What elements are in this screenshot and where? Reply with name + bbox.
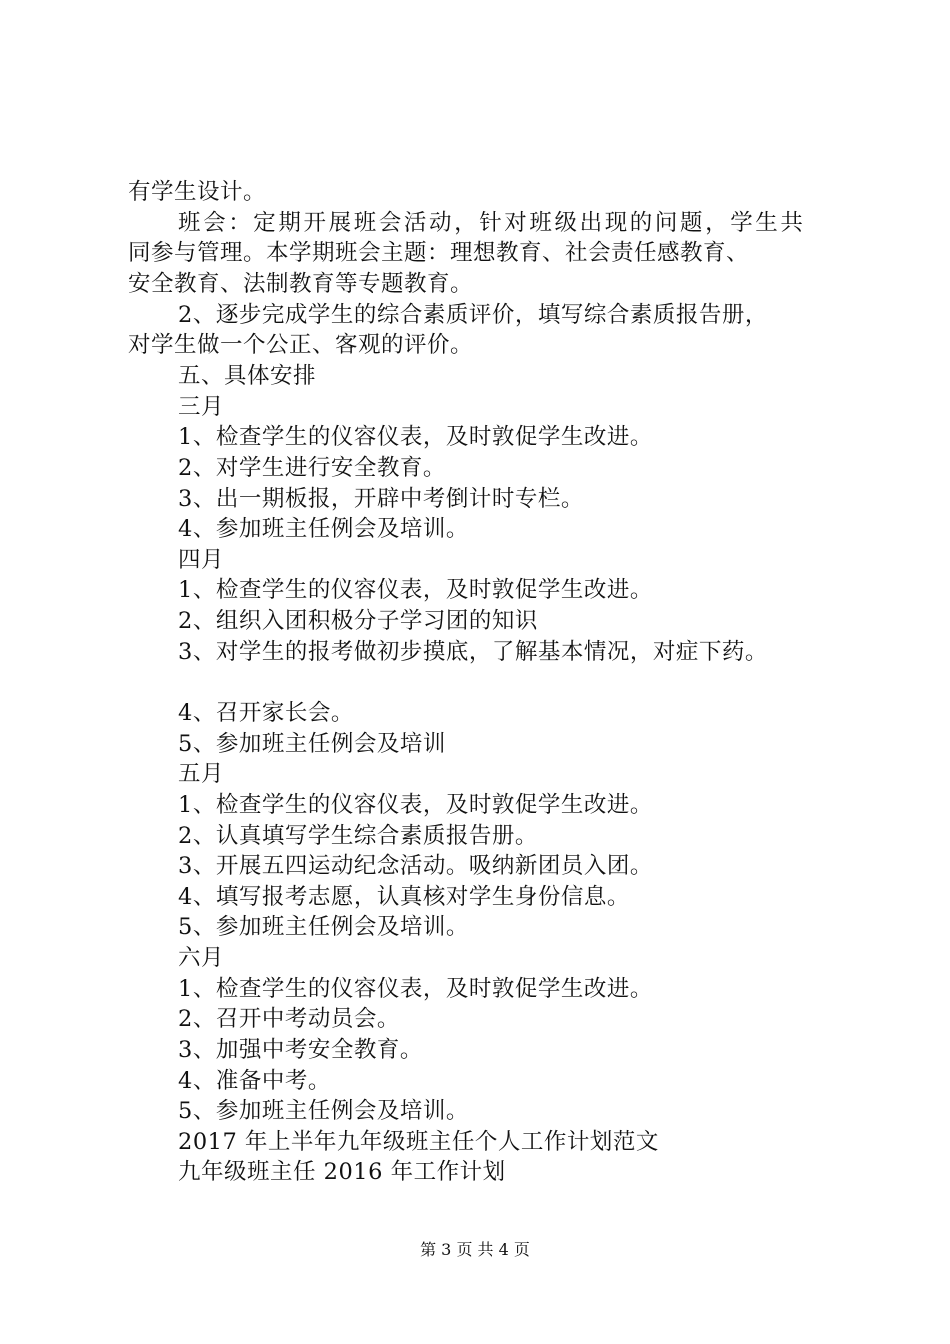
month-heading: 五月 <box>178 761 225 787</box>
list-item: 3、对学生的报考做初步摸底，了解基本情况，对症下药。 <box>178 639 768 665</box>
body-line: 安全教育、法制教育等专题教育。 <box>128 271 474 297</box>
list-item: 1、检查学生的仪容仪表，及时敦促学生改进。 <box>178 424 653 450</box>
list-item: 1、检查学生的仪容仪表，及时敦促学生改进。 <box>178 792 653 818</box>
list-item: 2、认真填写学生综合素质报告册。 <box>178 823 538 849</box>
month-heading: 四月 <box>178 547 225 573</box>
body-line: 对学生做一个公正、客观的评价。 <box>128 332 474 358</box>
list-item: 4、参加班主任例会及培训。 <box>178 516 469 542</box>
related-article-link: 2017 年上半年九年级班主任个人工作计划范文 <box>178 1129 659 1155</box>
body-line: 2、逐步完成学生的综合素质评价，填写综合素质报告册， <box>178 302 768 328</box>
body-line: 同参与管理。本学期班会主题：理想教育、社会责任感教育、 <box>128 240 750 266</box>
list-item: 5、参加班主任例会及培训 <box>178 731 446 757</box>
list-item: 5、参加班主任例会及培训。 <box>178 1098 469 1124</box>
month-heading: 三月 <box>178 394 225 420</box>
section-heading: 五、具体安排 <box>178 363 317 389</box>
list-item: 4、填写报考志愿，认真核对学生身份信息。 <box>178 884 630 910</box>
month-heading: 六月 <box>178 945 225 971</box>
list-item: 2、召开中考动员会。 <box>178 1006 400 1032</box>
page-number-footer: 第 3 页 共 4 页 <box>420 1240 530 1259</box>
list-item: 2、对学生进行安全教育。 <box>178 455 446 481</box>
body-line: 有学生设计。 <box>128 179 267 205</box>
list-item: 3、出一期板报，开辟中考倒计时专栏。 <box>178 486 584 512</box>
list-item: 4、召开家长会。 <box>178 700 354 726</box>
list-item: 1、检查学生的仪容仪表，及时敦促学生改进。 <box>178 577 653 603</box>
list-item: 5、参加班主任例会及培训。 <box>178 914 469 940</box>
list-item: 4、准备中考。 <box>178 1068 331 1094</box>
list-item: 1、检查学生的仪容仪表，及时敦促学生改进。 <box>178 976 653 1002</box>
body-line: 班会：定期开展班会活动，针对班级出现的问题，学生共 <box>178 210 806 236</box>
list-item: 2、组织入团积极分子学习团的知识 <box>178 608 538 634</box>
related-article-link: 九年级班主任 2016 年工作计划 <box>178 1159 506 1185</box>
list-item: 3、加强中考安全教育。 <box>178 1037 423 1063</box>
list-item: 3、开展五四运动纪念活动。吸纳新团员入团。 <box>178 853 653 879</box>
